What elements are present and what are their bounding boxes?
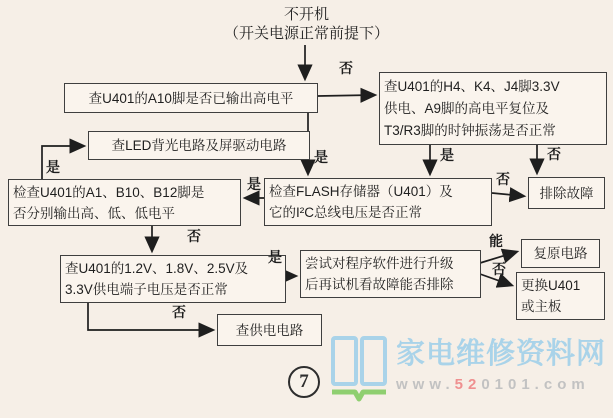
- edge-label-a1-no: 否: [187, 228, 201, 244]
- watermark: [330, 334, 606, 404]
- diagram-title-line1: 不开机: [283, 6, 329, 23]
- watermark-url-highlight: 52: [454, 376, 482, 393]
- edge-label-flash-yes: 是: [247, 176, 261, 192]
- step-text: 它的I²C总线电压是否正常: [269, 205, 422, 220]
- watermark-text: [396, 334, 606, 393]
- step-text: 供电、A9脚的高电平复位及: [384, 100, 550, 116]
- step-replace-u401: [516, 272, 605, 320]
- watermark-site-name: 家电维修资料网: [396, 338, 607, 370]
- step-text: 查U401的A10脚是否已输出高电平: [88, 90, 294, 106]
- step-check-a1b10b12: [8, 179, 241, 226]
- step-text: 后再试机看故障能否排除: [305, 277, 454, 292]
- step-text: 查U401的1.2V、1.8V、2.5V及: [65, 261, 249, 276]
- step-text: 查U401的H4、K4、J4脚3.3V: [384, 78, 560, 94]
- edge-label-h4-yes: 是: [440, 147, 454, 163]
- step-check-flash: [264, 178, 492, 226]
- step-fix-fault: [528, 177, 605, 209]
- edge-label-a1-yes: 是: [46, 159, 60, 175]
- step-check-power-circuit: [217, 314, 322, 346]
- step-text: 或主板: [521, 299, 562, 314]
- step-check-a10: [64, 83, 318, 113]
- step-text: 3.3V供电端子电压是否正常: [65, 282, 228, 297]
- step-text: 更换U401: [521, 278, 581, 293]
- watermark-url-prefix: www.: [396, 376, 455, 393]
- watermark-url-suffix: 0101.com: [481, 376, 590, 393]
- edge-label-upgrade-can: 能: [489, 233, 503, 249]
- step-text: 查供电电路: [235, 322, 304, 338]
- step-text: 复原电路: [533, 246, 588, 261]
- edge-label-supply-yes: 是: [268, 249, 282, 265]
- step-text: 尝试对程序软件进行升级: [305, 256, 454, 271]
- step-text: 排除故障: [539, 185, 594, 201]
- edge-label-flash-no: 否: [496, 171, 510, 187]
- diagram-title-line2: （开关电源正常前提下）: [223, 25, 389, 42]
- step-upgrade-software: [300, 250, 481, 298]
- watermark-url: [396, 376, 606, 393]
- step-text: 查LED背光电路及屏驱动电路: [111, 138, 287, 153]
- open-book-icon: [330, 334, 388, 404]
- diagram-title: [0, 5, 613, 43]
- step-text: 否分别输出高、低、低电平: [13, 205, 175, 221]
- page-number-badge: [288, 366, 320, 398]
- page-number: 7: [299, 371, 309, 392]
- step-check-led: [88, 131, 310, 160]
- step-check-supply-pins: [60, 255, 286, 303]
- edge-label-supply-no: 否: [172, 304, 186, 320]
- step-restore-circuit: [521, 239, 600, 268]
- step-text: 检查FLASH存储器（U401）及: [269, 184, 453, 199]
- edge-label-h4-no: 否: [547, 146, 561, 162]
- edge-label-a10-no: 否: [339, 60, 353, 76]
- edge-label-upgrade-no: 否: [492, 261, 506, 277]
- step-check-h4k4j4: [379, 72, 607, 145]
- step-text: 检查U401的A1、B10、B12脚是: [13, 184, 205, 200]
- step-text: T3/R3脚的时钟振荡是否正常: [384, 122, 556, 138]
- edge-label-a10-yes: 是: [314, 149, 328, 165]
